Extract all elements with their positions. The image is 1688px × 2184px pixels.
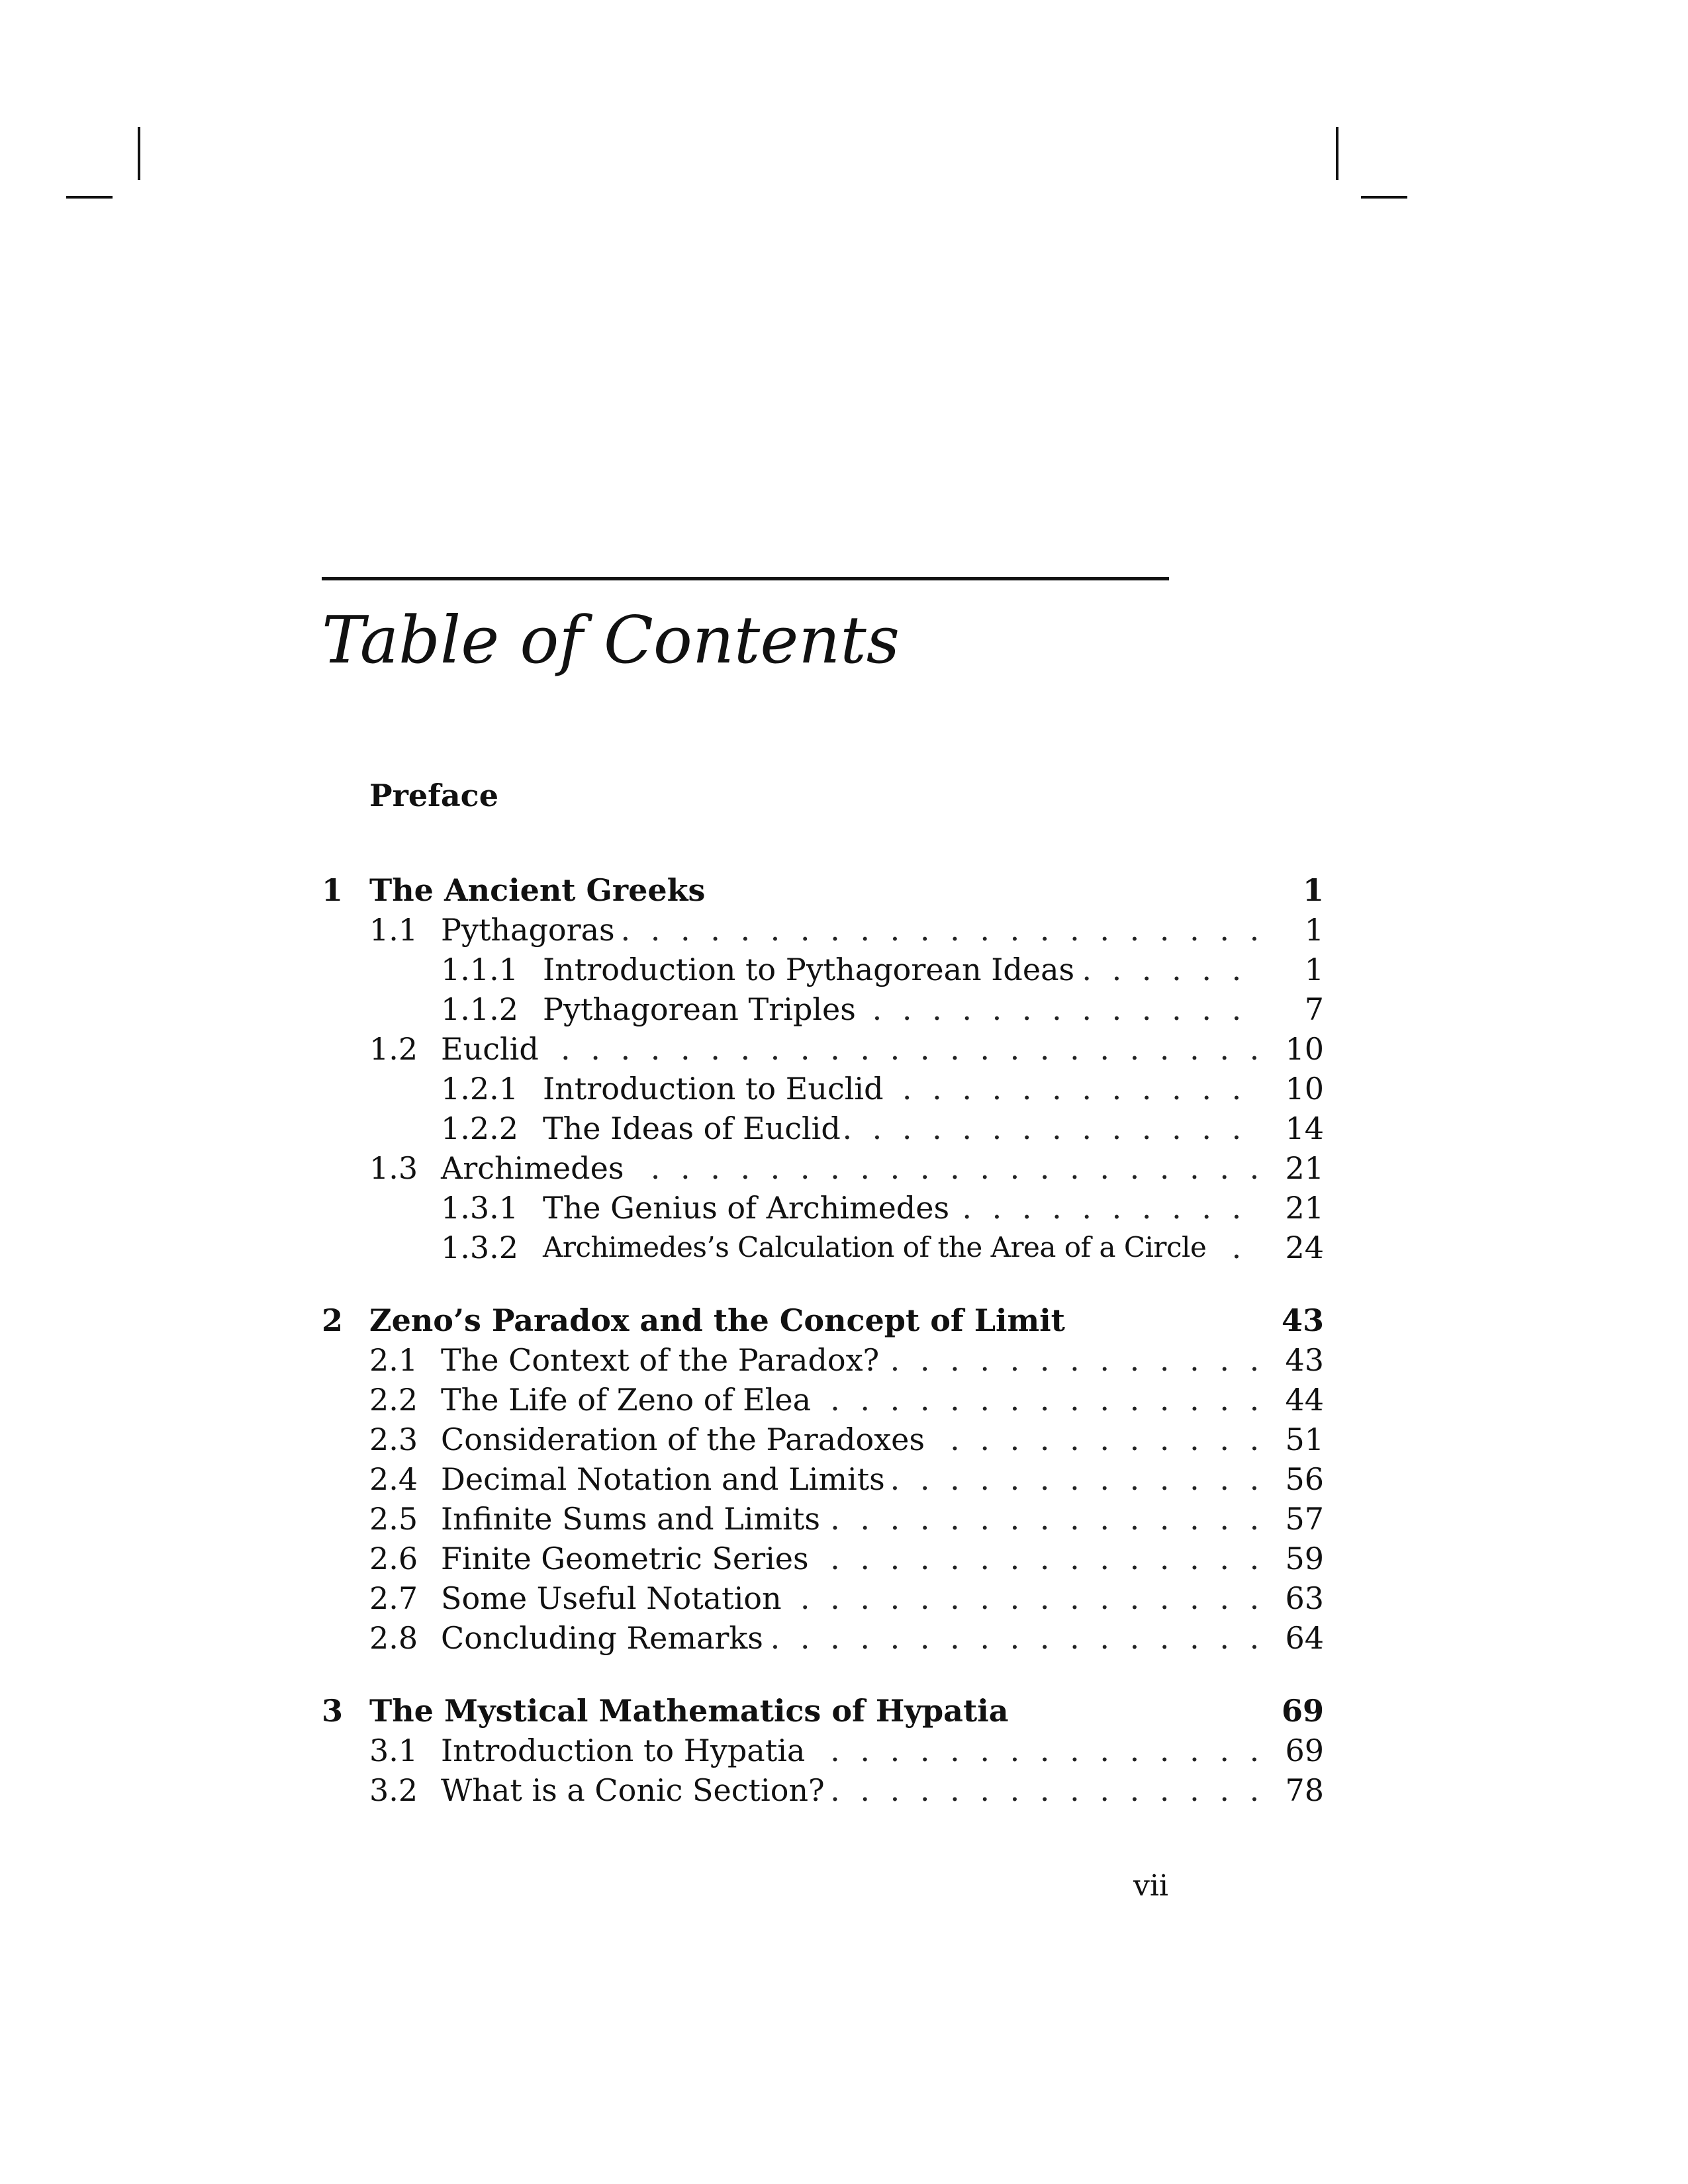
toc-section-1-2[interactable] (322, 1029, 1324, 1069)
page-title: Table of Contents (322, 603, 900, 678)
chapter-number: 2 (322, 1302, 344, 1338)
toc-section-3-1[interactable] (322, 1731, 1324, 1770)
toc-section-2-1[interactable] (322, 1340, 1324, 1380)
toc-preface[interactable] (322, 776, 1324, 815)
section-number: 2.4 (369, 1461, 418, 1497)
section-number: 2.7 (369, 1580, 418, 1616)
section-page: 10 (1278, 1029, 1324, 1069)
subsection-title: Introduction to Pythagorean Ideas (543, 950, 1078, 989)
toc-subsection-1-2-1[interactable] (322, 1069, 1324, 1109)
toc-section-2-8[interactable] (322, 1618, 1324, 1658)
section-page: 59 (1278, 1539, 1324, 1578)
section-title: Finite Geometric Series (441, 1539, 813, 1578)
toc-section-2-2[interactable] (322, 1380, 1324, 1420)
subsection-page: 7 (1298, 989, 1324, 1029)
section-title: What is a Conic Section? (441, 1770, 829, 1810)
toc-section-1-1[interactable] (322, 910, 1324, 950)
toc-preface-label: Preface (369, 776, 502, 815)
chapter-page: 69 (1275, 1691, 1324, 1731)
chapter-title: The Mystical Mathematics of Hypatia (369, 1691, 1013, 1731)
section-number: 2.2 (369, 1382, 418, 1418)
crop-mark-top-left-horizontal (66, 196, 113, 199)
toc-section-2-4[interactable] (322, 1459, 1324, 1499)
toc-section-3-2[interactable] (322, 1770, 1324, 1810)
section-number: 1.2 (369, 1031, 418, 1067)
section-page: 51 (1278, 1420, 1324, 1459)
section-title: Introduction to Hypatia (441, 1731, 809, 1770)
subsection-page: 21 (1278, 1188, 1324, 1228)
toc-section-2-7[interactable] (322, 1578, 1324, 1618)
section-page: 57 (1278, 1499, 1324, 1539)
crop-mark-top-right-vertical (1336, 127, 1338, 180)
section-title: Infinite Sums and Limits (441, 1499, 824, 1539)
table-of-contents (322, 0, 1324, 2184)
subsection-page: 10 (1278, 1069, 1324, 1109)
section-number: 3.1 (369, 1733, 418, 1768)
section-title: Concluding Remarks (441, 1618, 767, 1658)
section-title: Euclid (441, 1029, 543, 1069)
subsection-page: 24 (1278, 1228, 1324, 1267)
toc-section-1-3[interactable] (322, 1148, 1324, 1188)
chapter-page: 43 (1275, 1300, 1324, 1340)
section-title: Consideration of the Paradoxes (441, 1420, 929, 1459)
section-number: 2.1 (369, 1342, 418, 1378)
subsection-title: The Genius of Archimedes (543, 1188, 953, 1228)
subsection-title: The Ideas of Euclid (543, 1109, 845, 1148)
subsection-page: 1 (1298, 950, 1324, 989)
subsection-number: 1.2.1 (441, 1071, 519, 1107)
section-number: 2.3 (369, 1422, 418, 1457)
chapter-title: Zeno’s Paradox and the Concept of Limit (369, 1300, 1069, 1340)
toc-subsection-1-2-2[interactable] (322, 1109, 1324, 1148)
section-number: 2.5 (369, 1501, 418, 1537)
toc-subsection-1-1-2[interactable] (322, 989, 1324, 1029)
section-number: 1.3 (369, 1150, 418, 1186)
subsection-number: 1.3.1 (441, 1190, 519, 1226)
subsection-number: 1.3.2 (441, 1230, 519, 1265)
chapter-title: The Ancient Greeks (369, 870, 709, 910)
chapter-number: 3 (322, 1693, 344, 1729)
toc-section-2-5[interactable] (322, 1499, 1324, 1539)
chapter-page: 1 (1296, 870, 1324, 910)
section-page: 44 (1278, 1380, 1324, 1420)
section-title: Some Useful Notation (441, 1578, 786, 1618)
section-page: 63 (1278, 1578, 1324, 1618)
section-title: The Context of the Paradox? (441, 1340, 883, 1380)
section-number: 3.2 (369, 1772, 418, 1808)
toc-chapter-1[interactable] (322, 870, 1324, 910)
section-number: 1.1 (369, 912, 418, 948)
section-number: 2.8 (369, 1620, 418, 1656)
toc-section-2-3[interactable] (322, 1420, 1324, 1459)
section-title: The Life of Zeno of Elea (441, 1380, 815, 1420)
toc-section-2-6[interactable] (322, 1539, 1324, 1578)
subsection-title: Introduction to Euclid (543, 1069, 888, 1109)
subsection-number: 1.1.1 (441, 952, 519, 987)
toc-chapter-2[interactable] (322, 1300, 1324, 1340)
toc-subsection-1-1-1[interactable] (322, 950, 1324, 989)
section-title: Decimal Notation and Limits (441, 1459, 889, 1499)
section-page: 69 (1278, 1731, 1324, 1770)
crop-mark-top-right-horizontal (1361, 196, 1407, 199)
toc-subsection-1-3-1[interactable] (322, 1188, 1324, 1228)
subsection-title: Pythagorean Triples (543, 989, 860, 1029)
subsection-number: 1.1.2 (441, 991, 519, 1027)
subsection-page: 14 (1278, 1109, 1324, 1148)
section-page: 1 (1298, 910, 1324, 950)
toc-chapter-3[interactable] (322, 1691, 1324, 1731)
section-title: Archimedes (441, 1148, 628, 1188)
crop-mark-top-left-vertical (138, 127, 140, 180)
section-page: 56 (1278, 1459, 1324, 1499)
subsection-title: Archimedes’s Calculation of the Area of a Circle (543, 1228, 1210, 1267)
toc-subsection-1-3-2[interactable] (322, 1228, 1324, 1267)
subsection-number: 1.2.2 (441, 1111, 519, 1146)
section-number: 2.6 (369, 1541, 418, 1576)
chapter-number: 1 (322, 872, 344, 908)
section-page: 78 (1278, 1770, 1324, 1810)
page-folio: vii (1133, 1869, 1169, 1903)
section-page: 21 (1278, 1148, 1324, 1188)
section-page: 43 (1278, 1340, 1324, 1380)
section-title: Pythagoras (441, 910, 619, 950)
dot-leader (441, 1029, 1260, 1069)
section-page: 64 (1278, 1618, 1324, 1658)
